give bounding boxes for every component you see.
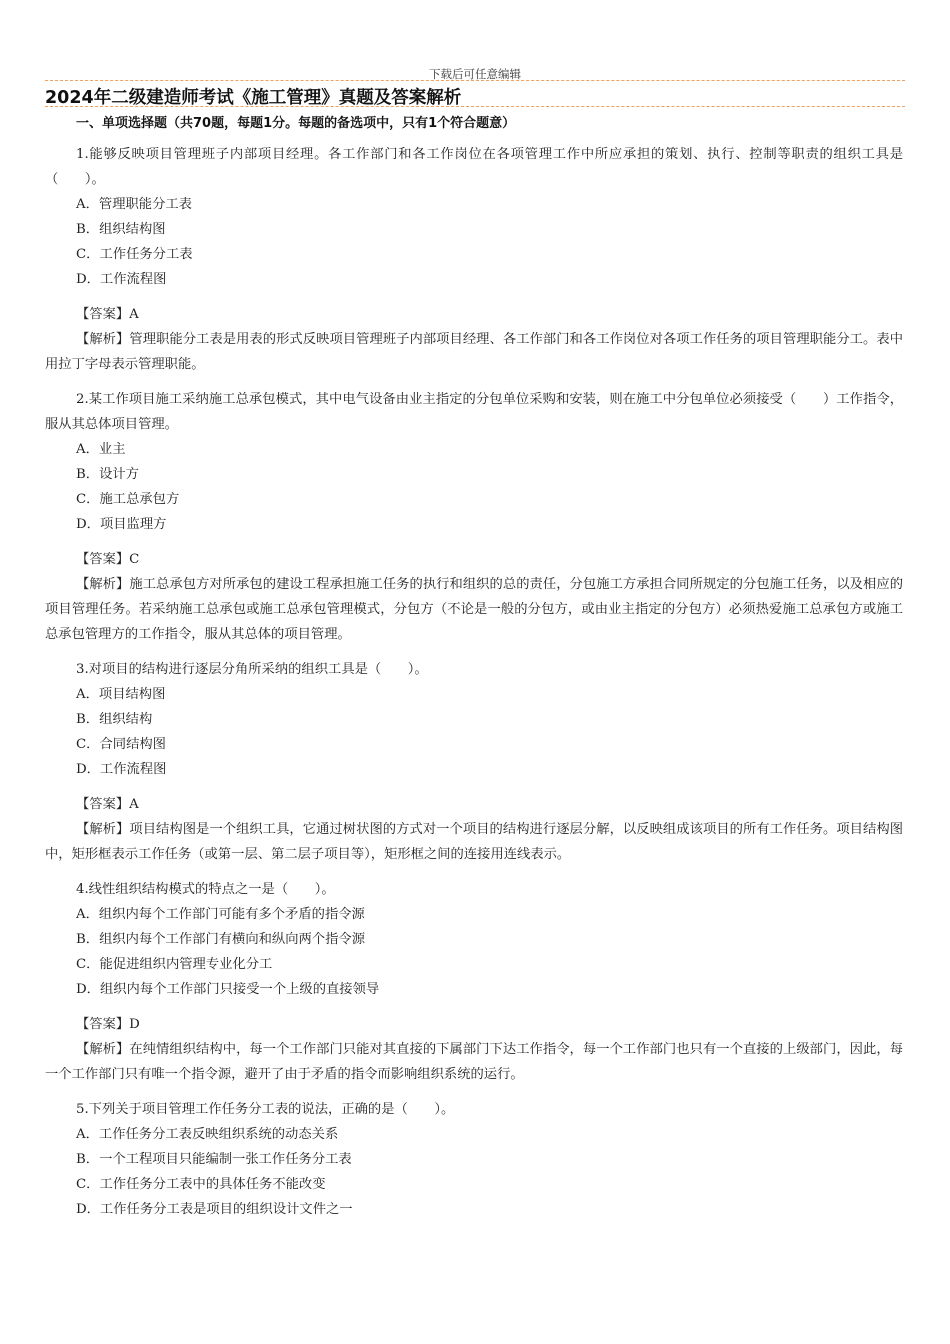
option-b: B．一个工程项目只能编制一张工作任务分工表 <box>76 1152 352 1167</box>
option-a: A．业主 <box>76 442 126 457</box>
option-b: B．设计方 <box>76 467 139 482</box>
question-item <box>45 142 903 377</box>
option-a: A．工作任务分工表反映组织系统的动态关系 <box>76 1127 339 1142</box>
option-c: C．施工总承包方 <box>76 492 180 507</box>
option-c: C．工作任务分工表 <box>76 247 193 262</box>
option-d: D．工作流程图 <box>76 762 167 777</box>
question-stem: 5.下列关于项目管理工作任务分工表的说法，正确的是（ ）。 <box>76 1102 455 1117</box>
question-stem: 4.线性组织结构模式的特点之一是（ ）。 <box>76 882 335 897</box>
answer: 【答案】C <box>76 552 140 567</box>
option-d: D．项目监理方 <box>76 517 167 532</box>
question-stem: 2.某工作项目施工采纳施工总承包模式，其中电气设备由业主指定的分包单位采购和安装，则在施工中分包单位必须接受（ ）工作指令，服从其总体项目管理。 <box>45 392 903 432</box>
answer: 【答案】D <box>76 1017 140 1032</box>
question-list <box>45 142 903 1232</box>
option-b: B．组织内每个工作部门有横向和纵向两个指令源 <box>76 932 366 947</box>
explanation: 【解析】在纯情组织结构中，每一个工作部门只能对其直接的下属部门下达工作指令，每一个工作部门也只有一个直接的上级部门，因此，每一个工作部门只有唯一个指令源，避开了由于矛盾的指令而影响组织系统的运行。 <box>45 1042 903 1082</box>
question-stem: 3.对项目的结构进行逐层分角所采纳的组织工具是（ ）。 <box>76 662 428 677</box>
option-a: A．组织内每个工作部门可能有多个矛盾的指令源 <box>76 907 365 922</box>
question-stem: 1.能够反映项目管理班子内部项目经理。各工作部门和各工作岗位在各项管理工作中所应承担的策划、执行、控制等职责的组织工具是（ ）。 <box>45 147 903 187</box>
option-c: C．合同结构图 <box>76 737 166 752</box>
question-item <box>45 1097 903 1222</box>
question-item <box>45 657 903 867</box>
option-a: A．管理职能分工表 <box>76 197 192 212</box>
header-note: 下载后可任意编辑 <box>429 67 521 81</box>
option-b: B．组织结构 <box>76 712 153 727</box>
option-d: D．工作任务分工表是项目的组织设计文件之一 <box>76 1202 353 1217</box>
explanation: 【解析】项目结构图是一个组织工具，它通过树状图的方式对一个项目的结构进行逐层分解，以反映组成该项目的所有工作任务。项目结构图中，矩形框表示工作任务（或第一层、第二层子项目等），矩形框之间的连接用连线表示。 <box>45 822 903 862</box>
header-divider-top <box>45 80 905 81</box>
option-b: B．组织结构图 <box>76 222 166 237</box>
option-d: D．工作流程图 <box>76 272 167 287</box>
option-c: C．能促进组织内管理专业化分工 <box>76 957 273 972</box>
option-a: A．项目结构图 <box>76 687 166 702</box>
explanation: 【解析】施工总承包方对所承包的建设工程承担施工任务的执行和组织的总的责任，分包施工方承担合同所规定的分包施工任务，以及相应的项目管理任务。若采纳施工总承包或施工总承包管理模式，分包方（不论是一般的分包方，或由业主指定的分包方）必须热爱施工总承包方或施工总承包管理方的工作指令，服从其总体的项目管理。 <box>45 577 903 642</box>
question-item <box>45 877 903 1087</box>
option-c: C．工作任务分工表中的具体任务不能改变 <box>76 1177 326 1192</box>
question-item <box>45 387 903 647</box>
header-divider-bottom <box>45 106 905 107</box>
document-title: 2024年二级建造师考试《施工管理》真题及答案解析 <box>45 88 462 108</box>
option-d: D．组织内每个工作部门只接受一个上级的直接领导 <box>76 982 380 997</box>
explanation: 【解析】管理职能分工表是用表的形式反映项目管理班子内部项目经理、各工作部门和各工作岗位对各项工作任务的项目管理职能分工。表中用拉丁字母表示管理职能。 <box>45 332 903 372</box>
answer: 【答案】A <box>76 797 139 812</box>
answer: 【答案】A <box>76 307 139 322</box>
section-heading: 一、单项选择题（共70题，每题1分。每题的备选项中，只有1个符合题意） <box>76 116 516 131</box>
